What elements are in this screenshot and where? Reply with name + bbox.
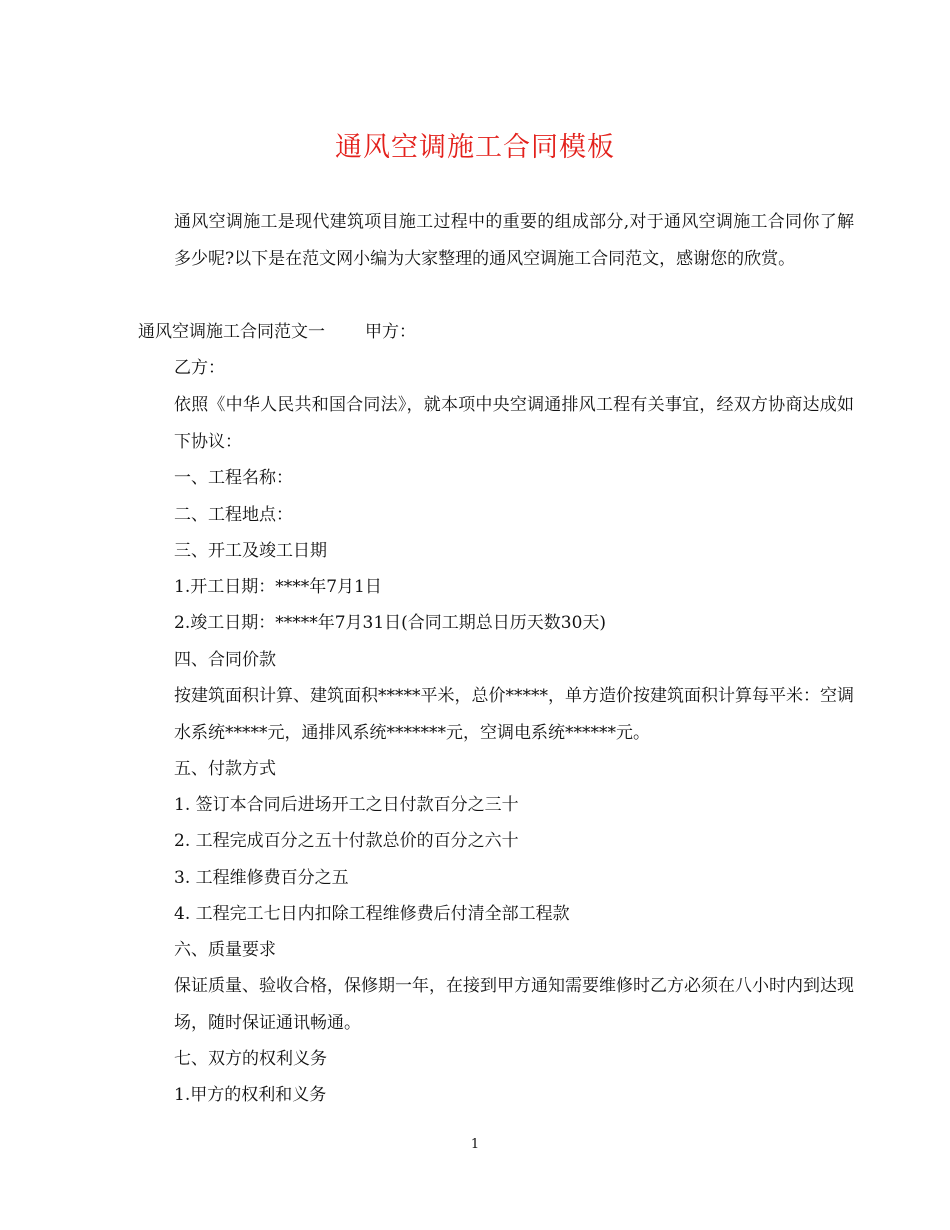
- payment-item-3: 3. 工程维修费百分之五: [174, 868, 349, 888]
- section-6-heading: 六、质量要求: [174, 940, 276, 960]
- section-1-heading: 一、工程名称：: [174, 468, 293, 488]
- price-paragraph: 按建筑面积计算、建筑面积*****平米，总价*****，单方造价按建筑面积计算每平米：空调水系统*****元，通排风系统*******元，空调电系统******元。: [174, 686, 854, 743]
- payment-item-2: 2. 工程完成百分之五十付款总价的百分之六十: [174, 831, 519, 851]
- quality-paragraph: 保证质量、验收合格，保修期一年，在接到甲方通知需要维修时乙方必须在八小时内到达现场，随时保证通讯畅通。: [174, 976, 854, 1033]
- basis-paragraph: 依照《中华人民共和国合同法》，就本项中央空调通排风工程有关事宜，经双方协商达成如下协议：: [174, 395, 854, 452]
- section-7-heading: 七、双方的权利义务: [174, 1049, 327, 1069]
- payment-item-1: 1. 签订本合同后进场开工之日付款百分之三十: [174, 795, 519, 815]
- document-title: 通风空调施工合同模板: [335, 132, 615, 163]
- section-3-heading: 三、开工及竣工日期: [174, 541, 327, 561]
- section-4-heading: 四、合同价款: [174, 650, 276, 670]
- sample-heading: 通风空调施工合同范文一: [138, 322, 325, 342]
- section-3-item-2: 2.竣工日期：*****年7月31日(合同工期总日历天数30天): [174, 613, 607, 633]
- payment-item-4: 4. 工程完工七日内扣除工程维修费后付清全部工程款: [174, 904, 570, 924]
- section-5-heading: 五、付款方式: [174, 759, 276, 779]
- sample-heading-line: [138, 314, 818, 351]
- section-7-item-1: 1.甲方的权利和义务: [174, 1085, 327, 1105]
- section-3-item-1: 1.开工日期：****年7月1日: [174, 577, 382, 597]
- intro-paragraph: 通风空调施工是现代建筑项目施工过程中的重要的组成部分,对于通风空调施工合同你了解多少呢?以下是在范文网小编为大家整理的通风空调施工合同范文，感谢您的欣赏。: [174, 212, 854, 269]
- party-b-label: 乙方：: [174, 358, 225, 378]
- section-2-heading: 二、工程地点：: [174, 505, 293, 525]
- page-number: 1: [470, 1137, 480, 1152]
- party-a-label: 甲方：: [365, 322, 416, 342]
